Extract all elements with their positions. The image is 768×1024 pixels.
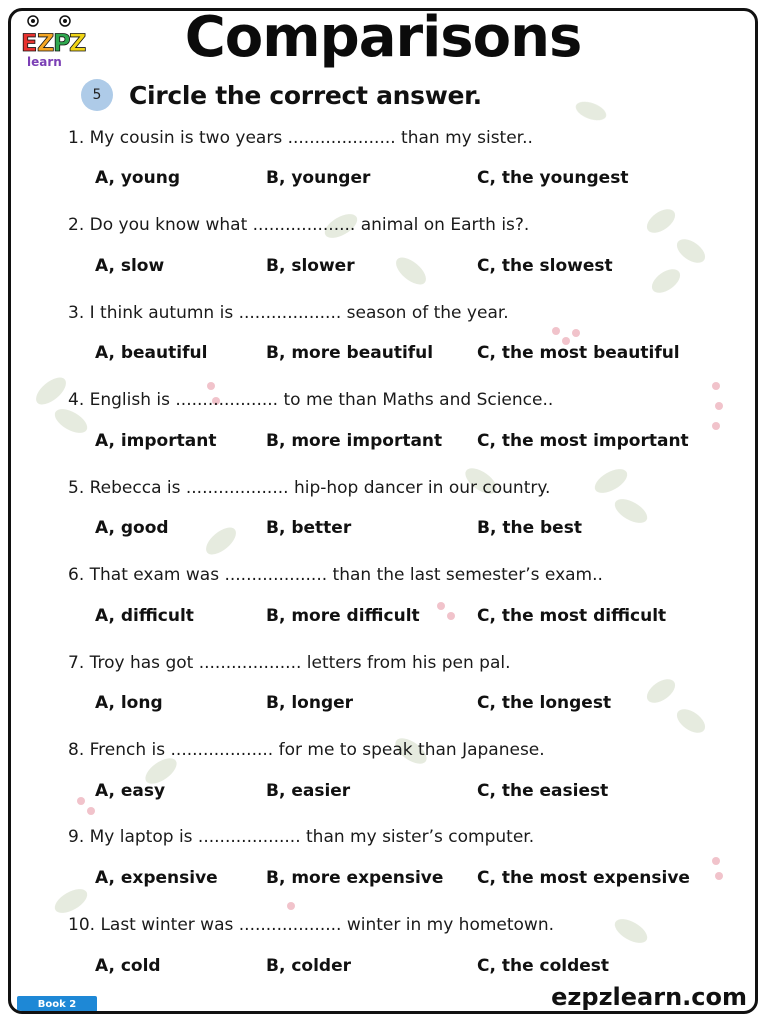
question-9-option-b[interactable]: B, more expensive xyxy=(266,868,444,888)
question-6: 6. That exam was ................... than the last semester’s exam.. xyxy=(68,565,603,585)
question-10-option-a[interactable]: A, cold xyxy=(95,956,161,976)
question-4: 4. English is ................... to me than Maths and Science.. xyxy=(68,390,554,410)
question-7-option-b[interactable]: B, longer xyxy=(266,693,354,713)
page-title: Comparisons xyxy=(184,8,582,70)
question-7-option-a[interactable]: A, long xyxy=(95,693,163,713)
question-6-option-a[interactable]: A, difficult xyxy=(95,606,194,626)
question-8-option-a[interactable]: A, easy xyxy=(95,781,166,801)
question-1: 1. My cousin is two years .................... than my sister.. xyxy=(68,128,533,148)
question-9-option-c[interactable]: C, the most expensive xyxy=(477,868,690,888)
question-9: 9. My laptop is ................... than my sister’s computer. xyxy=(68,827,535,847)
question-7: 7. Troy has got ................... letters from his pen pal. xyxy=(68,653,511,673)
question-3-option-c[interactable]: C, the most beautiful xyxy=(477,343,680,363)
question-10-option-b[interactable]: B, colder xyxy=(266,956,351,976)
question-6-option-c[interactable]: C, the most difficult xyxy=(477,606,667,626)
question-3: 3. I think autumn is ................... season of the year. xyxy=(68,303,509,323)
question-4-option-c[interactable]: C, the most important xyxy=(477,431,689,451)
website-url: ezpzlearn.com xyxy=(551,983,747,1011)
exercise-number-badge: 5 xyxy=(81,79,113,111)
question-7-option-c[interactable]: C, the longest xyxy=(477,693,612,713)
question-8-option-b[interactable]: B, easier xyxy=(266,781,351,801)
question-5-option-b[interactable]: B, better xyxy=(266,518,352,538)
question-10: 10. Last winter was ................... winter in my hometown. xyxy=(68,915,555,935)
svg-text:Z: Z xyxy=(69,29,87,57)
exercise-instruction: Circle the correct answer. xyxy=(129,81,482,110)
question-1-option-a[interactable]: A, young xyxy=(95,168,180,188)
question-3-option-a[interactable]: A, beautiful xyxy=(95,343,208,363)
question-5-option-a[interactable]: A, good xyxy=(95,518,169,538)
question-8-option-c[interactable]: C, the easiest xyxy=(477,781,609,801)
question-2-option-a[interactable]: A, slow xyxy=(95,256,165,276)
svg-text:Z: Z xyxy=(37,29,55,57)
question-2-option-c[interactable]: C, the slowest xyxy=(477,256,613,276)
question-3-option-b[interactable]: B, more beautiful xyxy=(266,343,434,363)
question-6-option-b[interactable]: B, more difficult xyxy=(266,606,420,626)
question-1-option-b[interactable]: B, younger xyxy=(266,168,371,188)
book-label-tab: Book 2 xyxy=(17,996,97,1012)
question-2-option-b[interactable]: B, slower xyxy=(266,256,355,276)
worksheet-page xyxy=(8,8,758,1014)
question-1-option-c[interactable]: C, the youngest xyxy=(477,168,629,188)
question-10-option-c[interactable]: C, the coldest xyxy=(477,956,610,976)
svg-text:P: P xyxy=(53,29,71,57)
svg-text:learn: learn xyxy=(27,55,62,69)
background-leaf-pattern xyxy=(11,11,755,1011)
question-4-option-b[interactable]: B, more important xyxy=(266,431,443,451)
question-4-option-a[interactable]: A, important xyxy=(95,431,217,451)
question-9-option-a[interactable]: A, expensive xyxy=(95,868,218,888)
question-5: 5. Rebecca is ................... hip-hop dancer in our country. xyxy=(68,478,551,498)
question-5-option-c[interactable]: B, the best xyxy=(477,518,582,538)
svg-text:E: E xyxy=(21,29,38,57)
question-8: 8. French is ................... for me to speak than Japanese. xyxy=(68,740,545,760)
question-2: 2. Do you know what ................... animal on Earth is?. xyxy=(68,215,530,235)
